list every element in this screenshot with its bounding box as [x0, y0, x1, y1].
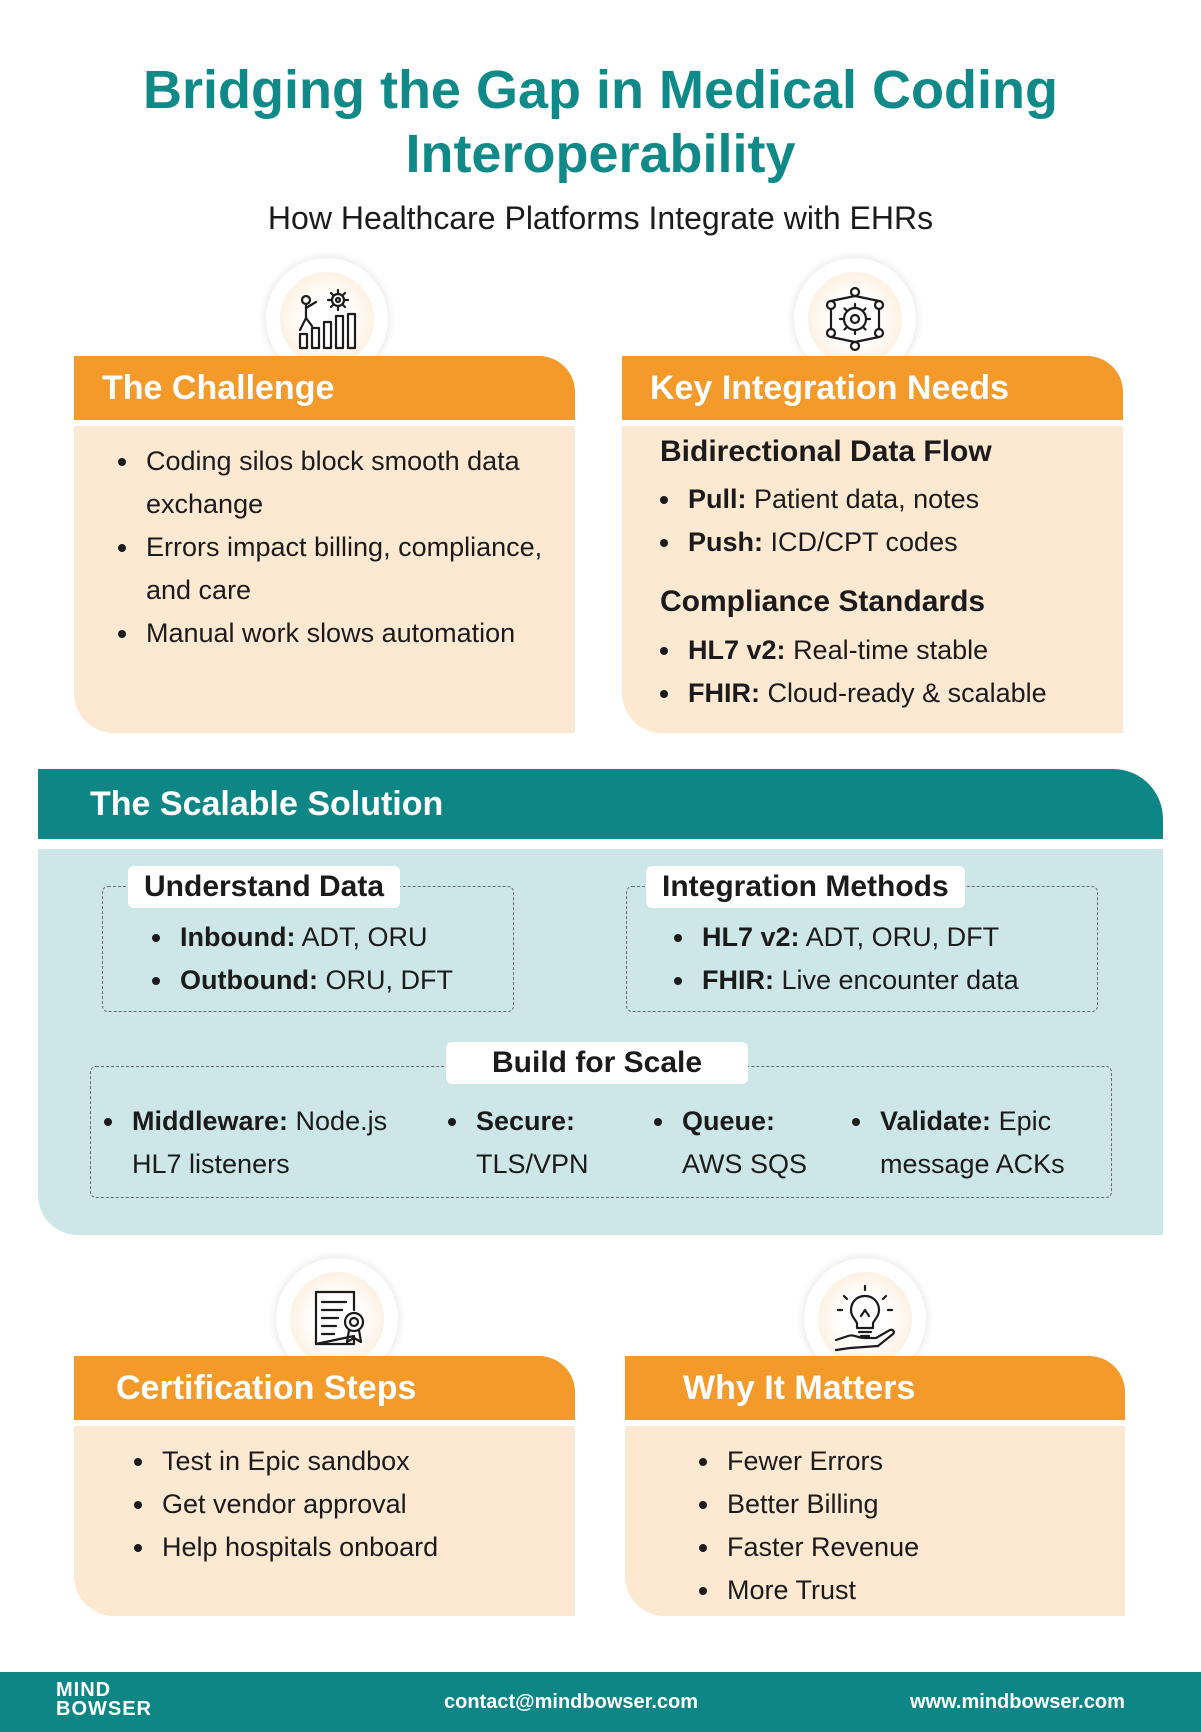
scale-item-queue: Queue: AWS SQS [654, 1100, 807, 1186]
list-item: Test in Epic sandbox [122, 1440, 562, 1483]
challenge-list [106, 440, 546, 655]
data-flow-list [648, 478, 1118, 564]
list-item: Faster Revenue [687, 1526, 1107, 1569]
certification-list [122, 1440, 562, 1569]
page-subtitle: How Healthcare Platforms Integrate with EHRs [267, 200, 934, 236]
contact-email-link[interactable]: contact@mindbowser.com [444, 1691, 698, 1713]
scale-item-validate: Validate: Epic message ACKs [852, 1100, 1065, 1186]
website-link[interactable]: www.mindbowser.com [910, 1691, 1125, 1713]
list-item: Errors impact billing, compliance, and care [106, 526, 546, 612]
scale-item-secure: Secure: TLS/VPN [448, 1100, 589, 1186]
understand-data-title: Understand Data [128, 866, 400, 908]
list-item: Pull: Patient data, notes [648, 478, 1118, 521]
needs-heading: Key Integration Needs [622, 356, 1123, 420]
build-for-scale-title: Build for Scale [446, 1042, 748, 1084]
mindbowser-logo[interactable]: MIND BOWSER [56, 1679, 152, 1720]
integration-methods-list [662, 916, 1092, 1002]
integration-methods-title: Integration Methods [646, 866, 965, 908]
list-item: Coding silos block smooth data exchange [106, 440, 546, 526]
data-flow-title: Bidirectional Data Flow [660, 435, 992, 468]
certification-heading: Certification Steps [74, 1356, 575, 1420]
matters-list [687, 1440, 1107, 1612]
list-item: HL7 v2: ADT, ORU, DFT [662, 916, 1092, 959]
list-item: Outbound: ORU, DFT [140, 959, 500, 1002]
list-item: Fewer Errors [687, 1440, 1107, 1483]
list-item: Help hospitals onboard [122, 1526, 562, 1569]
page-title: Bridging the Gap in Medical Coding Interoperability [143, 60, 1058, 184]
list-item: More Trust [687, 1569, 1107, 1612]
scale-item-middleware: Middleware: Node.js HL7 listeners [104, 1100, 387, 1186]
compliance-list [648, 629, 1118, 715]
understand-data-list [140, 916, 500, 1002]
challenge-heading: The Challenge [74, 356, 575, 420]
needs-card [622, 426, 1123, 733]
list-item: FHIR: Cloud-ready & scalable [648, 672, 1118, 715]
matters-card [625, 1426, 1125, 1616]
list-item: Inbound: ADT, ORU [140, 916, 500, 959]
list-item: Better Billing [687, 1483, 1107, 1526]
list-item: HL7 v2: Real-time stable [648, 629, 1118, 672]
list-item: Manual work slows automation [106, 612, 546, 655]
challenge-card [74, 426, 575, 733]
list-item: FHIR: Live encounter data [662, 959, 1092, 1002]
compliance-title: Compliance Standards [660, 585, 986, 618]
solution-heading: The Scalable Solution [38, 769, 1163, 839]
certification-card [74, 1426, 575, 1616]
list-item: Get vendor approval [122, 1483, 562, 1526]
matters-heading: Why It Matters [625, 1356, 1125, 1420]
list-item: Push: ICD/CPT codes [648, 521, 1118, 564]
